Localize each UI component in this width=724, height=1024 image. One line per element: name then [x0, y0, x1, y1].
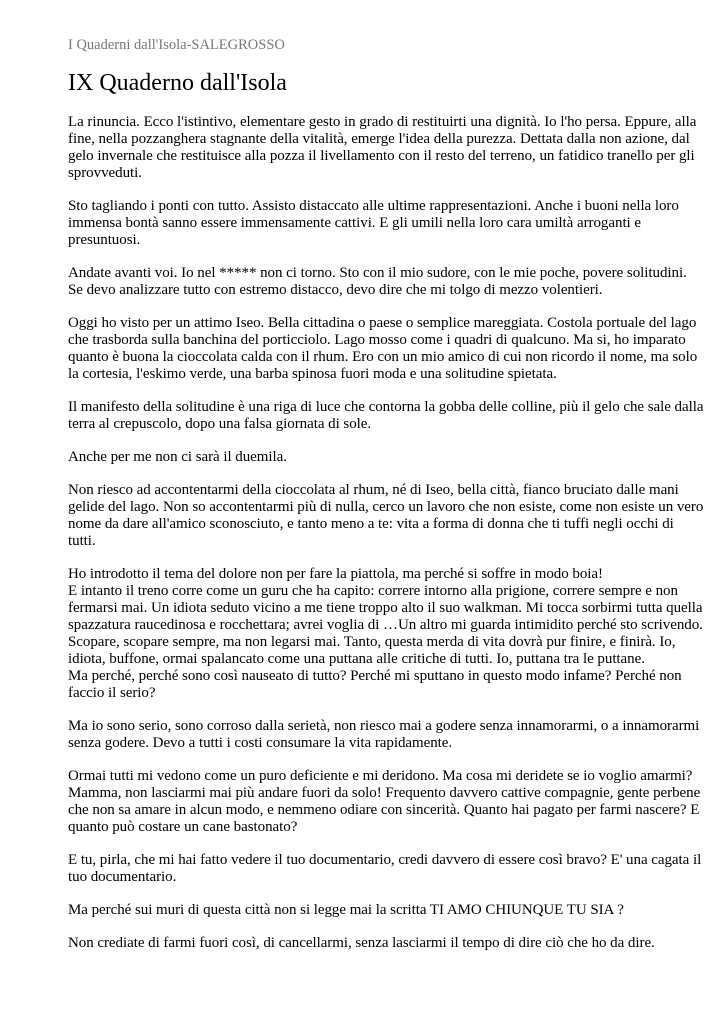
paragraph: Non crediate di farmi fuori così, di cancellarmi, senza lasciarmi il tempo di dire ciò che ho da dire. [68, 935, 655, 951]
paragraph: Sto tagliando i ponti con tutto. Assisto distaccato alle ultime rappresentazioni. Anche i buoni nella loro immensa bontà sanno essere immensamente cattivi. E gli umili nella loro cara umiltà arroganti e presuntuosi. [68, 198, 679, 248]
paragraph: Ma perché sui muri di questa città non si legge mai la scritta TI AMO CHIUNQUE TU SIA ? [68, 902, 624, 918]
paragraph: Ma io sono serio, sono corroso dalla serietà, non riesco mai a godere senza innamorarmi, o a innamorarmi senza godere. Devo a tutti i costi consumare la vita rapidamente. [68, 718, 700, 751]
paragraph: Andate avanti voi. Io nel ***** non ci torno. Sto con il mio sudore, con le mie poche, povere solitudini. Se devo analizzare tutto con estremo distacco, devo dire che mi tolgo di mezzo volentieri. [68, 265, 687, 298]
page-content [68, 36, 704, 968]
paragraph: Anche per me non ci sarà il duemila. [68, 449, 287, 465]
paragraph: Il manifesto della solitudine è una riga di luce che contorna la gobba delle colline, più il gelo che sale dalla terra al crepuscolo, dopo una falsa giornata di sole. [68, 399, 704, 432]
paragraph: Ormai tutti mi vedono come un puro deficiente e mi deridono. Ma cosa mi deridete se io voglio amarmi? Mamma, non lasciarmi mai più andare fuori da solo! Frequento davvero cattive compagnie, gente perbene che non sa amare in alcun modo, e nemmeno odiare con sincerità. Quanto hai pagato per farmi nascere? E quanto può costare un cane bastonato? [68, 768, 701, 835]
paragraph: E intanto il treno corre come un guru che ha capito: correre intorno alla prigione, correre sempre e non fermarsi mai. Un idiota seduto vicino a me tiene troppo alto il suo walkman. Mi tocca sorbirmi tutta quella spazzatura raucedinosa e rocchettara; avrei voglia di …Un altro mi guarda intimidito perché sto scrivendo. Scopare, scopare sempre, ma non legarsi mai. Tanto, questa merda di vita dovrà pur finire, e finirà. Io, idiota, buffone, ormai spalancato come una puttana alle critiche di tutti. Io, puttana tra le puttane. [68, 583, 703, 667]
paragraph: Oggi ho visto per un attimo Iseo. Bella cittadina o paese o semplice mareggiata. Costola portuale del lago che trasborda sulla banchina del porticciolo. Lago mosso come i quadri di qualcuno. Ma si, ho imparato quanto è buona la cioccolata calda con il rhum. Ero con un mio amico di cui non ricordo il nome, ma solo la cortesia, l'eskimo verde, una barba spinosa fuori moda e una solitudine spietata. [68, 315, 698, 382]
page-title: IX Quaderno dall'Isola [68, 70, 287, 96]
paragraph: Non riesco ad accontentarmi della cioccolata al rhum, né di Iseo, bella città, fianco bruciato dalle mani gelide del lago. Non so accontentarmi più di nulla, cerco un lavoro che non esiste, come non esiste un vero nome da dare all'amico sconosciuto, e tanto meno a te: vita a forma di donna che ti tuffi negli occhi di tutti. [68, 482, 704, 549]
paragraph: E tu, pirla, che mi hai fatto vedere il tuo documentario, credi davvero di essere così bravo? E' una cagata il tuo documentario. [68, 852, 702, 885]
paragraph: Ma perché, perché sono così nauseato di tutto? Perché mi sputtano in questo modo infame? Perché non faccio il serio? [68, 668, 682, 701]
paragraph: La rinuncia. Ecco l'istintivo, elementare gesto in grado di restituirti una dignità. Io l'ho persa. Eppure, alla fine, nella pozzanghera stagnante della vitalità, emerge l'idea della purezza. Dettata dalla non azione, dal gelo invernale che restituisce alla pozza il livellamento con il resto del terreno, un fatidico tranello per gli sprovveduti. [68, 114, 697, 181]
running-header: I Quaderni dall'Isola-SALEGROSSO [68, 37, 285, 53]
paragraph: Ho introdotto il tema del dolore non per fare la piattola, ma perché si soffre in modo boia! [68, 566, 603, 582]
